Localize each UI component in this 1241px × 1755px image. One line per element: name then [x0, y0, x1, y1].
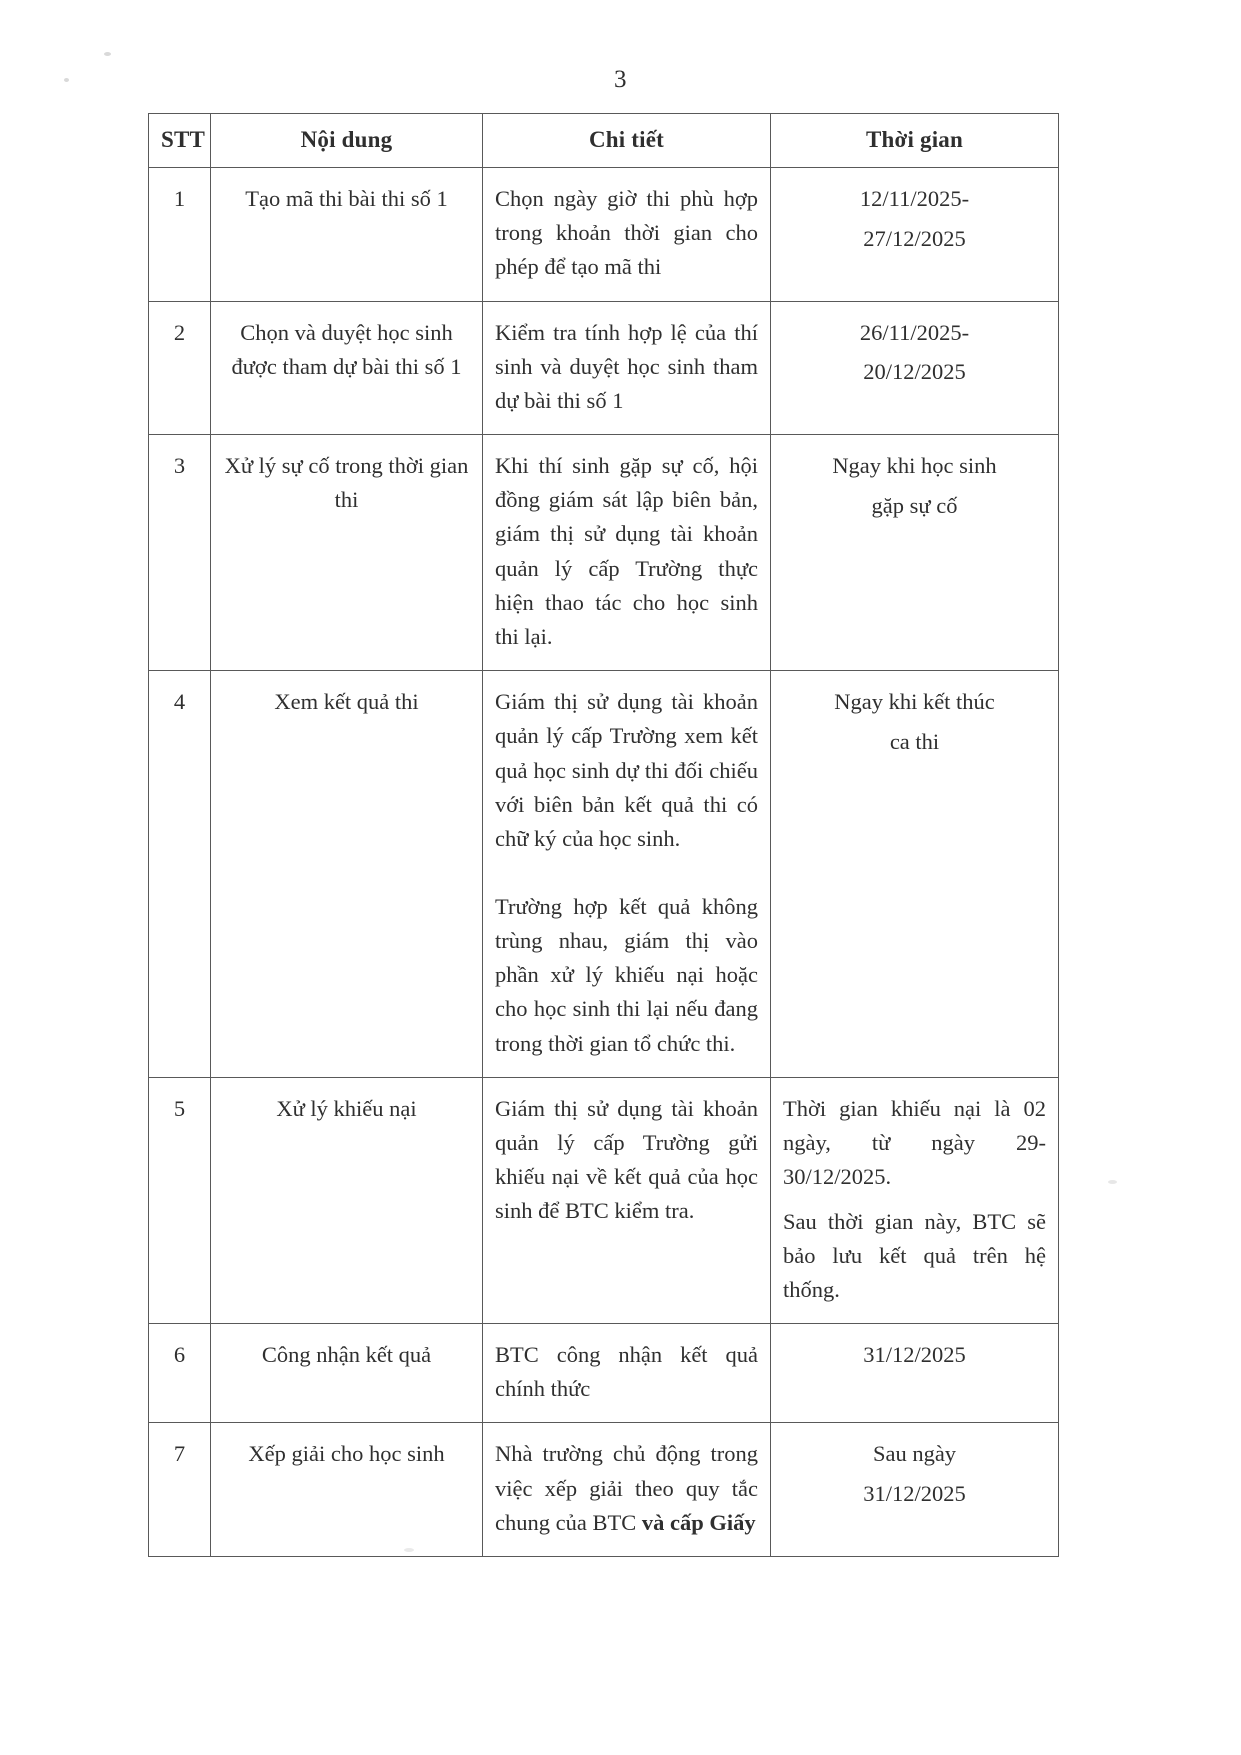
thoi-gian-line: 27/12/2025: [863, 225, 966, 251]
cell-noi-dung: Công nhận kết quả: [211, 1324, 483, 1423]
cell-chi-tiet: [483, 671, 771, 1078]
chi-tiet-emphasis: và cấp Giấy: [641, 1509, 756, 1535]
table-row: [149, 1423, 1059, 1557]
cell-chi-tiet: Giám thị sử dụng tài khoản quản lý cấp Trường gửi khiếu nại về kết quả của học sinh để BTC kiểm tra.: [483, 1077, 771, 1323]
cell-thoi-gian: [771, 167, 1059, 301]
chi-tiet-paragraph: Trường hợp kết quả không trùng nhau, giám thị vào phần xử lý khiếu nại hoặc cho học sinh thi lại nếu đang trong thời gian tổ chức thi.: [495, 893, 758, 1056]
column-header-thoi-gian: Thời gian: [771, 114, 1059, 168]
table-row: [149, 671, 1059, 1078]
table-header: [149, 114, 1059, 168]
cell-chi-tiet: Kiểm tra tính hợp lệ của thí sinh và duyệt học sinh tham dự bài thi số 1: [483, 301, 771, 435]
thoi-gian-line: Sau ngày: [872, 1441, 957, 1467]
cell-chi-tiet: [483, 1423, 771, 1557]
thoi-gian-line: Ngay khi học sinh: [832, 453, 997, 479]
cell-thoi-gian: [771, 1423, 1059, 1557]
cell-stt: 1: [149, 167, 211, 301]
cell-stt: 6: [149, 1324, 211, 1423]
cell-thoi-gian: [771, 1077, 1059, 1323]
cell-thoi-gian: [771, 671, 1059, 1078]
cell-thoi-gian: 31/12/2025: [771, 1324, 1059, 1423]
table-row: [149, 1324, 1059, 1423]
cell-noi-dung: Xử lý sự cố trong thời gian thi: [211, 435, 483, 671]
cell-noi-dung: Tạo mã thi bài thi số 1: [211, 167, 483, 301]
cell-stt: 2: [149, 301, 211, 435]
thoi-gian-line: 20/12/2025: [863, 359, 966, 385]
scan-speck: [1108, 1180, 1117, 1184]
cell-stt: 4: [149, 671, 211, 1078]
thoi-gian-line: 12/11/2025-: [859, 185, 970, 211]
schedule-table: [148, 113, 1059, 1557]
cell-thoi-gian: [771, 435, 1059, 671]
thoi-gian-line: 31/12/2025: [863, 1481, 966, 1507]
table-row: [149, 435, 1059, 671]
thoi-gian-line: ca thi: [889, 729, 940, 755]
thoi-gian-line: gặp sự cố: [871, 492, 958, 518]
cell-stt: 7: [149, 1423, 211, 1557]
cell-noi-dung: Xem kết quả thi: [211, 671, 483, 1078]
cell-chi-tiet: BTC công nhận kết quả chính thức: [483, 1324, 771, 1423]
schedule-table-container: [148, 113, 1058, 1557]
cell-noi-dung: Xếp giải cho học sinh: [211, 1423, 483, 1557]
cell-chi-tiet: Khi thí sinh gặp sự cố, hội đồng giám sát lập biên bản, giám thị sử dụng tài khoản quản lý cấp Trường thực hiện thao tác cho học sinh thi lại.: [483, 435, 771, 671]
column-header-chi-tiet: Chi tiết: [483, 114, 771, 168]
table-row: [149, 301, 1059, 435]
cell-stt: 5: [149, 1077, 211, 1323]
thoi-gian-line: Ngay khi kết thúc: [834, 689, 995, 715]
chi-tiet-text: Nhà trường chủ động trong việc xếp giải theo quy tắc chung của BTC: [495, 1441, 758, 1535]
table-body: [149, 167, 1059, 1556]
thoi-gian-line: 26/11/2025-: [859, 319, 970, 345]
cell-stt: 3: [149, 435, 211, 671]
cell-noi-dung: Chọn và duyệt học sinh được tham dự bài thi số 1: [211, 301, 483, 435]
table-row: [149, 167, 1059, 301]
column-header-stt: STT: [149, 114, 211, 168]
table-row: [149, 1077, 1059, 1323]
thoi-gian-paragraph: Sau thời gian này, BTC sẽ bảo lưu kết quả trên hệ thống.: [783, 1208, 1046, 1302]
cell-thoi-gian: [771, 301, 1059, 435]
thoi-gian-paragraph: Thời gian khiếu nại là 02 ngày, từ ngày 29-30/12/2025.: [783, 1095, 1046, 1190]
column-header-noi-dung: Nội dung: [211, 114, 483, 168]
chi-tiet-paragraph: Giám thị sử dụng tài khoản quản lý cấp Trường xem kết quả học sinh dự thi đối chiếu với biên bản kết quả thi có chữ ký của học sinh.: [495, 689, 758, 851]
cell-noi-dung: Xử lý khiếu nại: [211, 1077, 483, 1323]
cell-chi-tiet: Chọn ngày giờ thi phù hợp trong khoản thời gian cho phép để tạo mã thi: [483, 167, 771, 301]
table-header-row: [149, 114, 1059, 168]
page-number: 3: [614, 66, 627, 93]
scan-speck: [104, 52, 111, 56]
